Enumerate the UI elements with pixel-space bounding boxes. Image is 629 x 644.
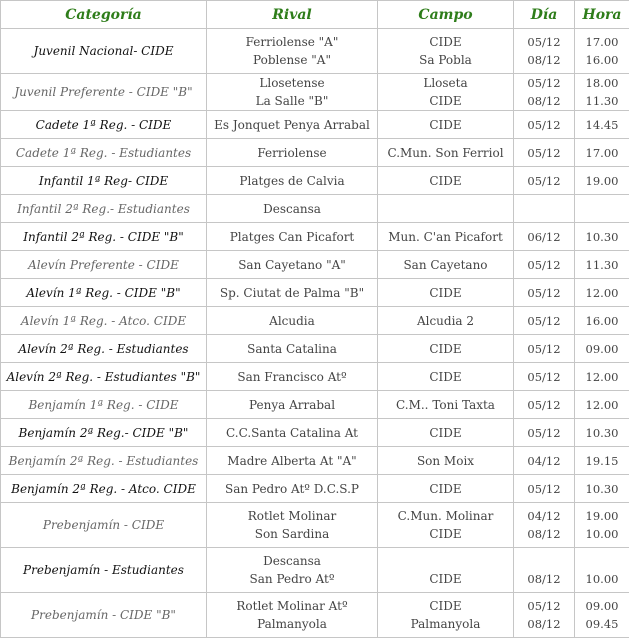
table-row [1, 223, 629, 251]
cell-rival-line: C.C.Santa Catalina At [226, 425, 358, 440]
cell-rival-line: Platges Can Picafort [229, 229, 355, 244]
cell-dia [514, 279, 575, 307]
cell-hora-line: 10.00 [585, 572, 619, 586]
table-row [1, 419, 629, 447]
header-categoria: Categoría [1, 1, 207, 29]
cell-dia-line: 08/12 [527, 53, 561, 67]
cell-campo [378, 447, 514, 475]
cell-hora [575, 111, 629, 139]
cell-campo [378, 74, 514, 111]
cell-dia-line: 05/12 [527, 599, 561, 613]
table-row [1, 195, 629, 223]
cell-hora-line: 10.00 [585, 527, 619, 541]
cell-rival-line: Es Jonquet Penya Arrabal [214, 117, 370, 132]
cell-rival-line: Santa Catalina [247, 341, 337, 356]
cell-dia-line: 04/12 [527, 509, 561, 523]
table-row [1, 279, 629, 307]
cell-hora [575, 29, 629, 74]
cell-dia-line: 05/12 [527, 117, 561, 132]
header-hora: Hora [575, 1, 629, 29]
cell-categoria: Cadete 1ª Reg. - CIDE [1, 111, 207, 139]
cell-campo-line: CIDE [429, 285, 462, 300]
cell-campo [378, 167, 514, 195]
cell-dia [514, 363, 575, 391]
cell-hora-line: 16.00 [585, 313, 619, 328]
cell-hora-line: 12.00 [585, 397, 619, 412]
cell-rival [207, 139, 378, 167]
cell-categoria: Juvenil Preferente - CIDE "B" [1, 74, 207, 111]
cell-hora-line [577, 552, 627, 570]
cell-categoria: Benjamín 2ª Reg. - Atco. CIDE [1, 475, 207, 503]
cell-dia [514, 223, 575, 251]
cell-campo-line [380, 200, 511, 218]
cell-hora-line: 17.00 [585, 145, 619, 160]
cell-campo [378, 307, 514, 335]
cell-dia-line: 05/12 [527, 369, 561, 384]
cell-hora [575, 74, 629, 111]
cell-campo [378, 223, 514, 251]
table-row [1, 307, 629, 335]
cell-dia [514, 447, 575, 475]
cell-hora-line [577, 200, 627, 218]
cell-campo-line: CIDE [429, 527, 462, 541]
cell-dia [514, 74, 575, 111]
cell-rival [207, 167, 378, 195]
cell-rival-line: Madre Alberta At "A" [227, 453, 357, 468]
cell-hora [575, 475, 629, 503]
cell-campo [378, 335, 514, 363]
cell-campo-line: CIDE [429, 173, 462, 188]
cell-campo-line: C.M.. Toni Taxta [396, 397, 495, 412]
cell-dia-line: 08/12 [527, 617, 561, 631]
cell-dia [514, 195, 575, 223]
cell-rival-line: Son Sardina [254, 527, 330, 541]
cell-dia-line: 08/12 [527, 572, 561, 586]
header-rival: Rival [207, 1, 378, 29]
table-row [1, 74, 629, 111]
table-row [1, 111, 629, 139]
cell-categoria: Alevín 1ª Reg. - CIDE "B" [1, 279, 207, 307]
cell-rival-line: Descansa [263, 201, 321, 216]
table-row [1, 475, 629, 503]
cell-dia-line [516, 200, 572, 218]
cell-dia-line: 05/12 [527, 397, 561, 412]
cell-rival [207, 593, 378, 638]
cell-categoria: Infantil 2ª Reg.- Estudiantes [1, 195, 207, 223]
cell-campo-line: CIDE [429, 572, 462, 586]
cell-campo-line: CIDE [429, 481, 462, 496]
cell-rival-line: San Francisco Atº [237, 369, 347, 384]
table-row [1, 447, 629, 475]
cell-categoria: Infantil 1ª Reg- CIDE [1, 167, 207, 195]
cell-rival [207, 251, 378, 279]
cell-dia-line: 05/12 [527, 341, 561, 356]
header-campo: Campo [378, 1, 514, 29]
cell-campo-line: San Cayetano [403, 257, 488, 272]
table-row [1, 139, 629, 167]
cell-rival [207, 74, 378, 111]
cell-hora-line: 19.00 [585, 173, 619, 188]
cell-categoria: Infantil 2ª Reg. - CIDE "B" [1, 223, 207, 251]
table-row [1, 391, 629, 419]
cell-dia [514, 548, 575, 593]
cell-hora-line: 19.00 [585, 509, 619, 523]
cell-rival-line: Ferriolense [257, 145, 327, 160]
cell-rival-line: Sp. Ciutat de Palma "B" [219, 285, 365, 300]
cell-rival-line: Rotlet Molinar [247, 509, 337, 523]
cell-campo-line [380, 552, 511, 570]
header-dia: Día [514, 1, 575, 29]
cell-dia [514, 593, 575, 638]
cell-campo [378, 195, 514, 223]
cell-dia-line: 05/12 [527, 35, 561, 49]
cell-dia [514, 167, 575, 195]
cell-dia [514, 139, 575, 167]
cell-rival [207, 447, 378, 475]
cell-dia [514, 307, 575, 335]
cell-campo [378, 475, 514, 503]
cell-rival-line: Ferriolense "A" [245, 35, 339, 49]
cell-campo-line: Palmanyola [410, 617, 481, 631]
cell-dia-line: 05/12 [527, 313, 561, 328]
cell-rival-line: Alcudia [269, 313, 315, 328]
header-row [1, 1, 629, 29]
table-row [1, 335, 629, 363]
cell-hora [575, 419, 629, 447]
cell-rival [207, 548, 378, 593]
cell-campo [378, 419, 514, 447]
cell-campo-line: CIDE [429, 94, 462, 108]
cell-rival [207, 307, 378, 335]
cell-campo-line: CIDE [429, 599, 462, 613]
cell-categoria: Alevín Preferente - CIDE [1, 251, 207, 279]
cell-dia [514, 503, 575, 548]
cell-hora [575, 195, 629, 223]
cell-categoria: Alevín 2ª Reg. - Estudiantes "B" [1, 363, 207, 391]
cell-campo-line: Lloseta [423, 76, 468, 90]
cell-categoria: Benjamín 1ª Reg. - CIDE [1, 391, 207, 419]
cell-campo-line: CIDE [429, 117, 462, 132]
cell-hora [575, 391, 629, 419]
cell-campo-line: Sa Pobla [419, 53, 472, 67]
cell-hora-line: 17.00 [585, 35, 619, 49]
cell-rival [207, 111, 378, 139]
cell-dia [514, 29, 575, 74]
cell-dia [514, 251, 575, 279]
cell-rival [207, 223, 378, 251]
cell-rival-line: Rotlet Molinar Atº [236, 599, 348, 613]
cell-hora-line: 18.00 [585, 76, 619, 90]
cell-rival [207, 279, 378, 307]
cell-rival [207, 391, 378, 419]
cell-rival-line: La Salle "B" [255, 94, 329, 108]
schedule-body [1, 29, 629, 638]
cell-hora-line: 14.45 [585, 117, 619, 132]
cell-hora [575, 363, 629, 391]
cell-hora [575, 593, 629, 638]
cell-categoria: Benjamín 2ª Reg.- CIDE "B" [1, 419, 207, 447]
cell-dia-line: 05/12 [527, 76, 561, 90]
cell-categoria: Alevín 1ª Reg. - Atco. CIDE [1, 307, 207, 335]
cell-campo-line: CIDE [429, 341, 462, 356]
cell-rival-line: Poblense "A" [253, 53, 331, 67]
cell-campo-line: C.Mun. Molinar [397, 509, 494, 523]
cell-hora-line: 12.00 [585, 369, 619, 384]
cell-dia [514, 475, 575, 503]
table-row [1, 167, 629, 195]
cell-dia [514, 419, 575, 447]
cell-rival [207, 475, 378, 503]
cell-campo [378, 29, 514, 74]
cell-rival-line: San Pedro Atº D.C.S.P [224, 481, 359, 496]
cell-categoria: Prebenjamín - CIDE [1, 503, 207, 548]
cell-hora-line: 10.30 [585, 481, 619, 496]
cell-rival-line: San Cayetano "A" [238, 257, 346, 272]
cell-campo-line: CIDE [429, 369, 462, 384]
cell-categoria: Prebenjamín - CIDE "B" [1, 593, 207, 638]
cell-hora-line: 16.00 [585, 53, 619, 67]
cell-hora-line: 11.30 [585, 94, 619, 108]
cell-hora-line: 10.30 [585, 425, 619, 440]
cell-rival [207, 363, 378, 391]
cell-hora [575, 503, 629, 548]
cell-campo [378, 503, 514, 548]
cell-dia-line: 04/12 [527, 453, 561, 468]
cell-rival-line: San Pedro Atº [249, 572, 335, 586]
cell-campo [378, 391, 514, 419]
cell-categoria: Prebenjamín - Estudiantes [1, 548, 207, 593]
cell-categoria: Juvenil Nacional- CIDE [1, 29, 207, 74]
cell-dia-line: 05/12 [527, 173, 561, 188]
cell-hora [575, 223, 629, 251]
cell-hora [575, 279, 629, 307]
cell-rival [207, 29, 378, 74]
cell-campo [378, 279, 514, 307]
cell-rival [207, 335, 378, 363]
table-row [1, 593, 629, 638]
cell-hora [575, 307, 629, 335]
cell-campo-line: C.Mun. Son Ferriol [387, 145, 504, 160]
cell-rival-line: Platges de Calvia [239, 173, 345, 188]
cell-hora [575, 548, 629, 593]
table-row [1, 363, 629, 391]
cell-dia-line: 08/12 [527, 527, 561, 541]
cell-hora [575, 251, 629, 279]
cell-rival-line: Descansa [263, 554, 321, 568]
cell-categoria: Benjamín 2ª Reg. - Estudiantes [1, 447, 207, 475]
cell-dia [514, 111, 575, 139]
cell-campo [378, 593, 514, 638]
cell-campo-line: CIDE [429, 35, 462, 49]
cell-campo [378, 111, 514, 139]
cell-dia-line: 08/12 [527, 94, 561, 108]
cell-campo-line: Mun. C'an Picafort [388, 229, 503, 244]
table-row [1, 548, 629, 593]
cell-dia-line: 05/12 [527, 481, 561, 496]
cell-categoria: Alevín 2ª Reg. - Estudiantes [1, 335, 207, 363]
cell-campo-line: Alcudia 2 [416, 313, 475, 328]
cell-rival [207, 195, 378, 223]
cell-categoria: Cadete 1ª Reg. - Estudiantes [1, 139, 207, 167]
cell-rival-line: Penya Arrabal [248, 397, 336, 412]
cell-hora-line: 19.15 [585, 453, 619, 468]
cell-campo [378, 139, 514, 167]
cell-campo [378, 363, 514, 391]
cell-rival-line: Llosetense [259, 76, 325, 90]
cell-hora-line: 11.30 [585, 257, 619, 272]
cell-dia-line: 05/12 [527, 257, 561, 272]
cell-rival [207, 503, 378, 548]
cell-rival-line: Palmanyola [257, 617, 327, 631]
cell-campo-line: CIDE [429, 425, 462, 440]
cell-hora [575, 335, 629, 363]
cell-hora-line: 09.00 [585, 599, 619, 613]
cell-hora [575, 167, 629, 195]
cell-dia-line: 05/12 [527, 425, 561, 440]
cell-rival [207, 419, 378, 447]
table-row [1, 503, 629, 548]
cell-hora-line: 10.30 [585, 229, 619, 244]
cell-dia-line: 05/12 [527, 145, 561, 160]
cell-dia-line: 05/12 [527, 285, 561, 300]
cell-dia-line [516, 552, 572, 570]
table-row [1, 251, 629, 279]
cell-hora [575, 139, 629, 167]
table-row [1, 29, 629, 74]
cell-hora-line: 09.00 [585, 341, 619, 356]
cell-campo [378, 548, 514, 593]
cell-hora-line: 12.00 [585, 285, 619, 300]
cell-dia [514, 391, 575, 419]
cell-dia [514, 335, 575, 363]
cell-campo-line: Son Moix [416, 453, 475, 468]
cell-campo [378, 251, 514, 279]
cell-hora [575, 447, 629, 475]
cell-hora-line: 09.45 [585, 617, 619, 631]
cell-dia-line: 06/12 [527, 229, 561, 244]
